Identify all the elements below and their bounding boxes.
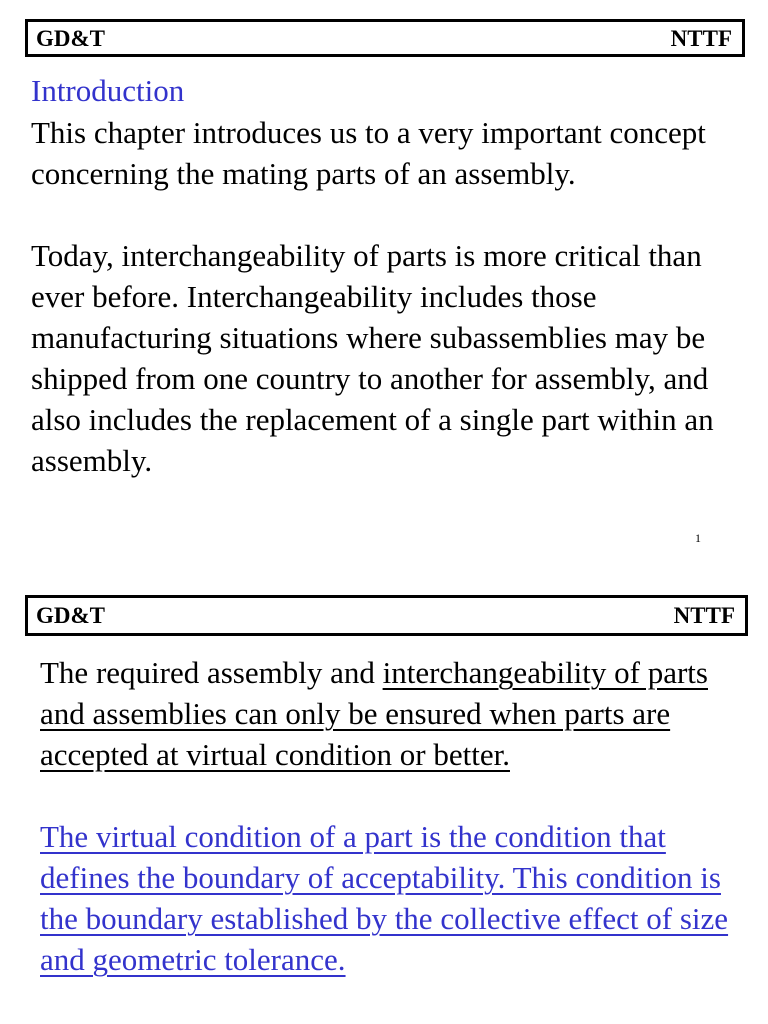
assembly-requirement-paragraph [40, 652, 740, 775]
header-title-left: GD&T [36, 25, 105, 51]
virtual-condition-definition [40, 816, 740, 980]
definition-link-text: The virtual condition of a part is the condition that defines the boundary of acceptability. This condition is the boundary established by the collective effect of size and geometric tolerance. [40, 819, 729, 977]
page-number: 1 [695, 531, 701, 545]
slide-header [25, 19, 745, 57]
intro-paragraph: This chapter introduces us to a very important concept concerning the mating parts of an assembly. [31, 115, 706, 191]
underlined-emphasis-text: interchangeability of parts and assemblies can only be ensured when parts are accepted at virtual condition or better. [40, 655, 708, 772]
header-title-right: NTTF [673, 603, 735, 628]
section-heading: Introduction [31, 73, 185, 108]
interchangeability-paragraph: Today, interchangeability of parts is more critical than ever before. Interchangeability includes those manufacturing situations where subassemblies may be shipped from one country to another for assembly, and also includes the replacement of a single part within an assembly. [31, 238, 714, 478]
header-title-left: GD&T [36, 603, 105, 628]
slide-2 [0, 577, 768, 1024]
paragraph-lead-text: The required assembly and [40, 655, 383, 690]
slide-header [25, 595, 748, 636]
header-title-right: NTTF [670, 25, 732, 51]
